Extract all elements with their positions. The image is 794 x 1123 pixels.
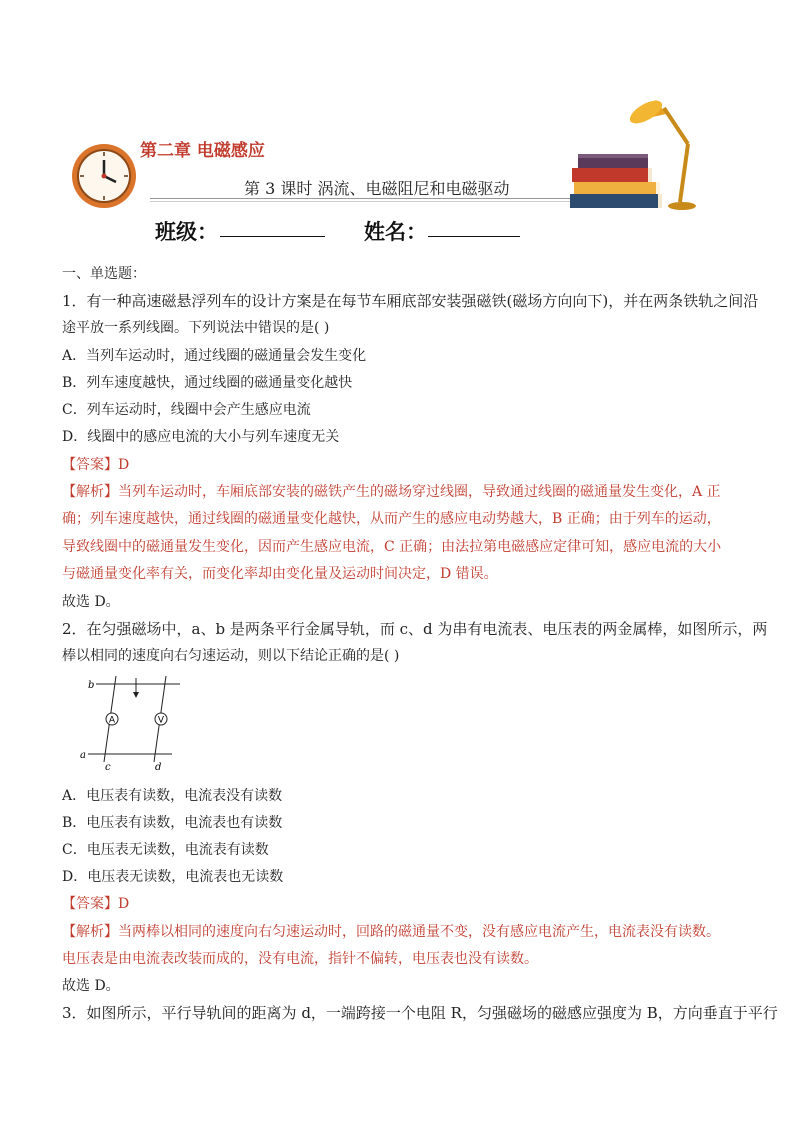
- q2-analysis-line1: [62, 922, 720, 942]
- rail-a-label: a: [80, 750, 86, 761]
- books-lamp-illustration: [568, 92, 708, 216]
- q2-option-c: C．电压表无读数，电流表有读数: [62, 842, 269, 858]
- analysis-text: 当列车运动时，车厢底部安装的磁铁产生的磁场穿过线圈，导致通过线圈的磁通量发生变化，A 正: [118, 484, 721, 500]
- class-label: 班级：: [155, 219, 218, 244]
- rails-circuit-figure: [78, 674, 188, 774]
- header-rule-secondary: [150, 201, 580, 202]
- chapter-title: 第二章 电磁感应: [140, 141, 265, 161]
- q1-stem-line1: 1．有一种高速磁悬浮列车的设计方案是在每节车厢底部安装强磁铁(磁场方向向下)，并在两条铁轨之间沿: [62, 292, 759, 310]
- q1-option-c: C．列车运动时，线圈中会产生感应电流: [62, 402, 311, 418]
- q3-stem-line1: 3．如图所示，平行导轨间的距离为 d，一端跨接一个电阻 R，匀强磁场的磁感应强度为 B，方向垂直于平行: [62, 1004, 778, 1022]
- q1-analysis-line1: [62, 482, 721, 502]
- name-label: 姓名：: [364, 219, 427, 244]
- rod-d-label: d: [155, 762, 162, 773]
- q1-analysis-line2: 确；列车速度越快，通过线圈的磁通量变化越快，从而产生的感应电动势越大，B 正确；由于列车的运动，: [62, 511, 721, 527]
- q2-option-a: A．电压表有读数，电流表没有读数: [62, 788, 283, 804]
- analysis-text: 当两棒以相同的速度向右匀速运动时，回路的磁通量不变，没有感应电流产生，电流表没有读数。: [118, 924, 720, 940]
- rail-b-label: b: [88, 680, 95, 691]
- analysis-tag: 【解析】: [62, 924, 118, 940]
- q1-analysis-line4: 与磁通量变化率有关，而变化率却由变化量及运动时间决定，D 错误。: [62, 566, 498, 582]
- name-input-line[interactable]: [428, 236, 520, 237]
- q1-option-a: A．当列车运动时，通过线圈的磁通量会发生变化: [62, 348, 367, 364]
- rod-c-label: c: [105, 762, 111, 773]
- q2-stem-line2: 棒以相同的速度向右匀速运动，则以下结论正确的是( ): [62, 648, 400, 664]
- answer-tag: 【答案】: [62, 457, 118, 473]
- answer-value: D: [118, 457, 130, 473]
- q1-option-d: D．线圈中的感应电流的大小与列车速度无关: [62, 429, 340, 445]
- q2-stem-line1: 2．在匀强磁场中，a、b 是两条平行金属导轨，而 c、d 为串有电流表、电压表的两金属棒，如图所示，两: [62, 620, 768, 638]
- class-input-line[interactable]: [220, 236, 325, 237]
- ammeter-label: A: [108, 715, 116, 726]
- q1-analysis-line3: 导致线圈中的磁通量发生变化，因而产生感应电流，C 正确；由法拉第电磁感应定律可知，感应电流的大小: [62, 539, 722, 555]
- q2-conclusion: 故选 D。: [62, 978, 120, 994]
- header-rule: [150, 198, 580, 199]
- q1-answer: [62, 455, 129, 475]
- q2-option-d: D．电压表无读数，电流表也无读数: [62, 869, 284, 885]
- answer-tag: 【答案】: [62, 896, 118, 912]
- q2-analysis-line2: 电压表是由电流表改装而成的，没有电流，指针不偏转，电压表也没有读数。: [62, 951, 538, 967]
- lesson-title: 第 3 课时 涡流、电磁阻尼和电磁驱动: [244, 179, 510, 198]
- q1-conclusion: 故选 D。: [62, 594, 120, 610]
- q2-answer: [62, 894, 129, 914]
- clock-icon: [70, 142, 138, 210]
- q1-option-b: B．列车速度越快，通过线圈的磁通量变化越快: [62, 375, 353, 391]
- q1-stem-line2: 途平放一系列线圈。下列说法中错误的是( ): [62, 320, 330, 336]
- section-heading: 一、单选题：: [62, 266, 146, 282]
- q2-option-b: B．电压表有读数，电流表也有读数: [62, 815, 283, 831]
- analysis-tag: 【解析】: [62, 484, 118, 500]
- voltmeter-label: V: [157, 715, 165, 726]
- answer-value: D: [118, 896, 130, 912]
